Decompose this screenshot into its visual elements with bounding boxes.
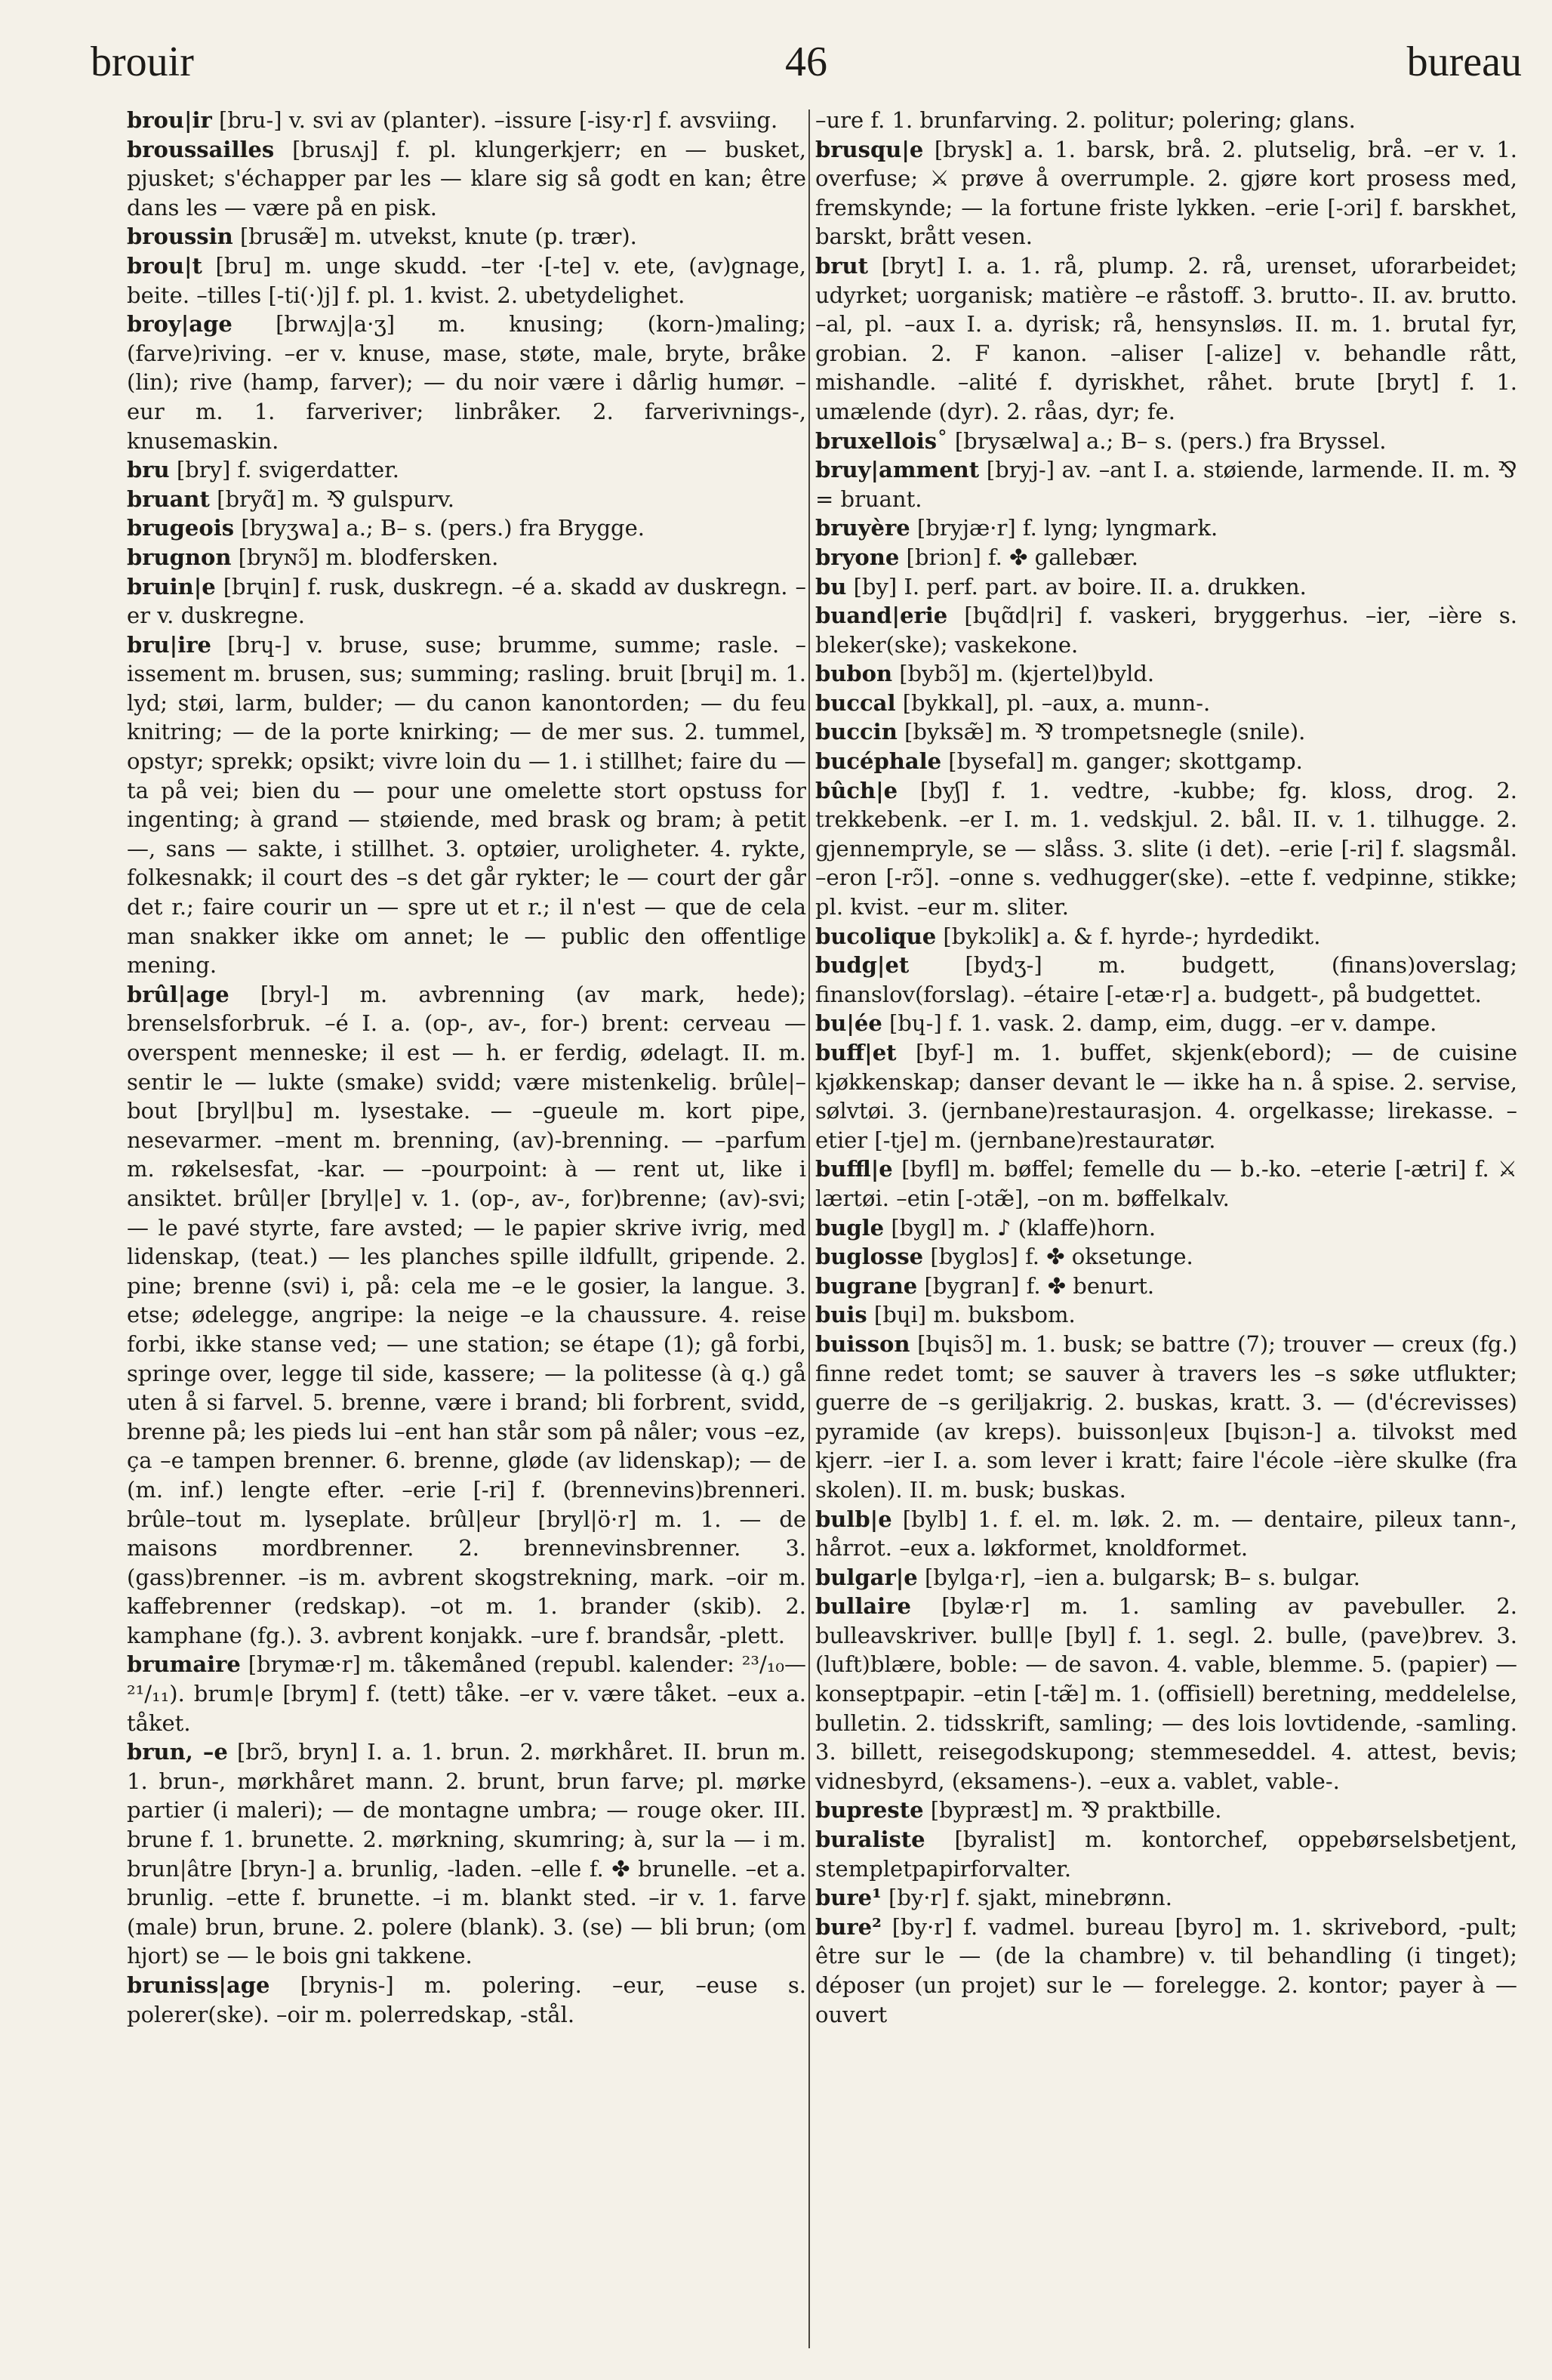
entry-headword: brugnon — [127, 544, 232, 570]
entry-definition: [byf-] m. 1. buffet, skjenk(ebord); — de cuisine kjøkkenskap; danser devant le — ikke ha n. å spise. 2. servise, sølvtøi. 3. (jernbane)restaurasjon. 4. orgelkasse; lirekasse. –etier [-tje] m. (jernbane)restauratør. — [815, 1040, 1517, 1153]
entry-headword: bulgar|e — [815, 1564, 918, 1590]
dictionary-entry — [815, 1330, 1517, 1505]
dictionary-entry — [127, 513, 806, 543]
dictionary-entry — [127, 630, 806, 980]
entry-headword: bru — [127, 457, 170, 483]
entry-definition: [bryjæ·r] f. lyng; lyngmark. — [910, 515, 1218, 541]
dictionary-entry — [815, 543, 1517, 572]
dictionary-entry — [815, 513, 1517, 543]
entry-definition: ˚ [brysælwa] a.; B– s. (pers.) fra Bryssel. — [937, 427, 1387, 454]
dictionary-entry — [815, 601, 1517, 659]
entry-definition: [bylæ·r] m. 1. samling av pavebuller. 2. bulleavskriver. bull|e [byl] f. 1. segl. 2. bulle, (pave)brev. 3. (luft)blære, boble: — de savon. 4. vable, blemme. 5. (papier) — konseptpapir. –etin [-tæ̃] m. 1. (offisiell) beretning, meddelelse, bulletin. 2. tidsskrift, samling; — des lois lovtidende, -samling. 3. billett, reisegodskupong; stemmeseddel. 4. attest, bevis; vidnesbyrd, (eksamens-). –eux a. vablet, vable-. — [815, 1593, 1517, 1794]
entry-definition: [bryl-] m. avbrenning (av mark, hede); brenselsforbruk. –é I. a. (op-, av-, for-) brent: cerveau — overspent menneske; il est — h. er ferdig, ødelagt. II. m. sentir le — lukte (smake) svidd; være mistenkelig. brûle|–bout [bryl|bu] m. lysestake. — –gueule m. kort pipe, nesevarmer. –ment m. brenning, (av)-brenning. — –parfum m. røkelsesfat, -kar. — –pourpoint: à — rent ut, like i ansiktet. brûl|er [bryl|e] v. 1. (op-, av-, for)brenne; (av)-svi; — le pavé styrte, fare avsted; — le papier skrive ivrig, med lidenskap, (teat.) — les planches spille ildfullt, gripende. 2. pine; brenne (svi) i, på: cela me –e le gosier, la langue. 3. etse; ødelegge, angripe: la neige –e la chaussure. 4. reise forbi, ikke stanse ved; — une station; se étape (1); gå forbi, springe over, legge til side, kassere; — la politesse (à q.) gå uten å si farvel. 5. brenne, være i brand; bli forbrent, svidd, brenne på; les pieds lui –ent han står som på nåler; vous –ez, ça –e tampen brenner. 6. brenne, gløde (av lidenskap); — de (m. inf.) lengte efter. –erie [-ri] f. (brennevins)brenneri. brûle–tout m. lyseplate. brûl|eur [bryl|ö·r] m. 1. — de maisons mordbrenner. 2. brennevinsbrenner. 3. (gass)brenner. –is m. avbrent skogstrekning, mark. –oir m. kaffebrenner (redskap). –ot m. 1. brander (skib). 2. kamphane (fg.). 3. avbrent konjakk. –ure f. brandsår, -plett. — [127, 981, 806, 1648]
entry-headword: bucolique — [815, 923, 937, 949]
entry-definition: [bybɔ̃] m. (kjertel)byld. — [892, 661, 1155, 687]
entry-definition: [bɥi] m. buksbom. — [867, 1302, 1076, 1328]
entry-headword: buff|et — [815, 1040, 897, 1065]
entry-definition: [bru] m. unge skudd. –ter ·[-te] v. ete, (av)gnage, beite. –tilles [-ti(·)j] f. pl. 1. kvist. 2. ubetydelighet. — [127, 252, 806, 308]
entry-definition: [brɔ̃, bryn] I. a. 1. brun. 2. mørkhåret. II. brun m. 1. brun-, mørkhåret mann. 2. brunt, brun farve; pl. mørke partier (i maleri); — de montagne umbra; — rouge oker. III. brune f. 1. brunette. 2. mørkning, skumring; à, sur la — i m. brun|âtre [bryn-] a. brunlig, -laden. –elle f. ✤ brunelle. –et a. brunlig. –ette f. brunette. –i m. blankt sted. –ir v. 1. farve (male) brun, brune. 2. polere (blank). 3. (se) — bli brun; (om hjort) se — le bois gni takkene. — [127, 1739, 806, 1969]
entry-definition: [brysk] a. 1. barsk, brå. 2. plutselig, brå. –er v. 1. overfuse; ⚔ prøve å overrumple. 2. gjøre kort prosess med, fremskynde; — la fortune friste lykken. –erie [-ɔri] f. barskhet, barskt, brått vesen. — [815, 136, 1517, 250]
entry-headword: bubon — [815, 661, 893, 687]
entry-definition: [bylb] 1. f. el. m. løk. 2. m. — dentaire, pileux tann-, hårrot. –eux a. løkformet, knoldformet. — [815, 1506, 1517, 1561]
entry-headword: brut — [815, 252, 869, 279]
dictionary-entry — [127, 310, 806, 455]
entry-definition: [bryj-] av. –ant I. a. støiende, larmende. II. m. ⅋ = bruant. — [815, 457, 1517, 512]
entry-definition: [bɥɑ̃d|ri] f. vaskeri, bryggerhus. –ier, –ière s. bleker(ske); vaskekone. — [815, 603, 1517, 658]
dictionary-entry — [127, 222, 806, 251]
dictionary-entry — [815, 455, 1517, 513]
dictionary-entry — [127, 543, 806, 572]
entry-headword: bucéphale — [815, 748, 942, 775]
entry-headword: bugrane — [815, 1272, 918, 1299]
dictionary-entry — [815, 951, 1517, 1009]
dictionary-entry — [815, 689, 1517, 718]
entry-definition: [bry] f. svigerdatter. — [169, 457, 399, 483]
dictionary-entry — [127, 572, 806, 630]
dictionary-entry — [815, 251, 1517, 427]
dictionary-entry — [815, 922, 1517, 951]
dictionary-entry — [815, 572, 1517, 602]
entry-definition: [by] I. perf. part. av boire. II. a. drukken. — [846, 573, 1307, 600]
dictionary-entry — [815, 1300, 1517, 1330]
entry-headword: bruant — [127, 486, 210, 512]
right-guide-word: bureau — [1406, 39, 1522, 85]
dictionary-entry — [815, 1825, 1517, 1883]
dictionary-entry — [815, 1242, 1517, 1272]
dictionary-entry — [127, 1650, 806, 1737]
entry-headword: bupreste — [815, 1797, 924, 1824]
entry-headword: brusqu|e — [815, 136, 924, 162]
entry-definition: [by·r] f. vadmel. bureau [byro] m. 1. skrivebord, -pult; être sur le — (de la chambre) v. til behandling (i tinget); déposer (un projet) sur le — forelegge. 2. kontor; payer à — ouvert — [815, 1913, 1517, 2027]
entry-definition: [brwʌj|a·ʒ] m. knusing; (korn-)maling; (farve)riving. –er v. knuse, mase, støte, male, bryte, bråke (lin); rive (hamp, farver); — du noir være i dårlig humør. –eur m. 1. farveriver; linbråker. 2. farverivnings-, knusemaskin. — [127, 311, 806, 454]
entry-headword: brugeois — [127, 515, 235, 541]
dictionary-entry — [127, 1971, 806, 2029]
entry-headword: bu|ée — [815, 1010, 882, 1037]
entry-definition: [brynis-] m. polering. –eur, –euse s. polerer(ske). –oir m. polerredskap, -stål. — [127, 1972, 806, 2027]
entry-headword: brûl|age — [127, 981, 229, 1007]
entry-definition: [briɔn] f. ✤ gallebær. — [899, 544, 1138, 570]
dictionary-entry — [815, 1883, 1517, 1913]
entry-definition: [bydʒ-] m. budgett, (finans)overslag; finanslov(forslag). –étaire [-etæ·r] a. budgett-, på budgettet. — [815, 952, 1517, 1007]
entry-definition: [bryɴɔ̃] m. blodfersken. — [231, 544, 499, 570]
entry-definition: [bryɑ̃] m. ⅋ gulspurv. — [209, 486, 454, 512]
entry-headword: buis — [815, 1302, 867, 1328]
dictionary-entry — [815, 776, 1517, 922]
dictionary-entry — [815, 427, 1517, 456]
page-number: 46 — [785, 39, 827, 85]
entry-headword: bruy|amment — [815, 457, 980, 483]
entry-headword: buisson — [815, 1330, 910, 1357]
dictionary-entry — [815, 1913, 1517, 2029]
entry-definition: [bygl] m. ♪ (klaffe)horn. — [884, 1214, 1156, 1241]
dictionary-entry — [815, 1272, 1517, 1301]
entry-headword: bu — [815, 573, 847, 600]
dictionary-entry — [127, 106, 806, 135]
dictionary-entry — [815, 747, 1517, 776]
entry-headword: brumaire — [127, 1651, 241, 1678]
entry-definition: [bypræst] m. ⅋ praktbille. — [923, 1797, 1222, 1824]
entry-definition: [bylga·r], –ien a. bulgarsk; B– s. bulgar. — [917, 1564, 1361, 1590]
entry-headword: broy|age — [127, 311, 232, 338]
dictionary-entry — [815, 659, 1517, 689]
column-divider — [808, 109, 810, 2348]
entry-definition: [brɥ-] v. bruse, suse; brumme, summe; rasle. –issement m. brusen, sus; summing; rasling. bruit [brɥi] m. 1. lyd; støi, larm, bulder; — du canon kanontorden; — du feu knitring; — de la porte knirking; — de mer sus. 2. tummel, opstyr; sprekk; opsikt; vivre loin du — 1. i stillhet; faire du — ta på vei; bien du — pour une omelette stort opstuss for ingenting; à grand — støiende, med brask og bram; à petit —, sans — sakte, i stillhet. 3. optøier, uroligheter. 4. rykte, folkesnakk; il court des –s det går rykter; le — court der går det r.; faire courir un — spre ut et r.; il n'est — que de cela man snakker ikke om annet; le — public den offentlige mening. — [127, 631, 806, 979]
entry-definition: [byfl] m. bøffel; femelle du — b.-ko. –eterie [-ætri] f. ⚔ lærtøi. –etin [-ɔtæ̃], –on m. bøffelkalv. — [815, 1156, 1517, 1211]
left-guide-word: brouir — [91, 39, 194, 85]
dictionary-entry — [127, 135, 806, 223]
entry-headword: bruin|e — [127, 573, 216, 600]
entry-definition: [bru-] v. svi av (planter). –issure [-isy·r] f. avsviing. — [211, 107, 778, 133]
entry-headword: broussin — [127, 224, 233, 250]
entry-headword: bulb|e — [815, 1506, 892, 1532]
entry-headword: bruniss|age — [127, 1972, 270, 1998]
entry-headword: bure² — [815, 1913, 882, 1940]
entry-definition: [bykkal], pl. –aux, a. munn-. — [895, 689, 1211, 716]
entry-headword: brou|t — [127, 252, 202, 279]
dictionary-entry — [815, 106, 1517, 135]
entry-headword: buand|erie — [815, 603, 948, 629]
entry-headword: brun, –e — [127, 1739, 228, 1765]
dictionary-entry — [127, 485, 806, 514]
left-column — [127, 106, 806, 2363]
entry-headword: bruyère — [815, 515, 910, 541]
entry-definition: [bɥisɔ̃] m. 1. busk; se battre (7); trouver — creux (fg.) finne redet tomt; se sauver à travers les –s søke utflukter; guerre de –s geriljakrig. 2. buskas, kratt. 3. — (d'écrevisses) pyramide (av kreps). buisson|eux [bɥisɔn-] a. tilvokst med kjerr. –ier I. a. som lever i kratt; faire l'école –ière skulke (fra skolen). II. m. busk; buskas. — [815, 1330, 1517, 1503]
dictionary-entry — [815, 1009, 1517, 1038]
entry-definition: –ure f. 1. brunfarving. 2. politur; polering; glans. — [815, 107, 1356, 133]
entry-headword: broussailles — [127, 136, 275, 162]
entry-definition: [bysefal] m. ganger; skottgamp. — [941, 748, 1303, 775]
entry-headword: bruxellois — [815, 427, 938, 454]
entry-definition: [bygran] f. ✤ benurt. — [917, 1272, 1155, 1299]
running-head — [91, 38, 1522, 91]
dictionary-entry — [815, 1563, 1517, 1592]
entry-definition: [brusʌj] f. pl. klungerkjerr; en — busket, pjusket; s'échapper par les — klare sig så godt en kan; être dans les — være på en pisk. — [127, 136, 806, 220]
entry-headword: bru|ire — [127, 631, 211, 658]
dictionary-entry — [815, 1038, 1517, 1155]
dictionary-entry — [815, 717, 1517, 747]
entry-definition: [byralist] m. kontorchef, oppebørselsbetjent, stempletpapirforvalter. — [815, 1827, 1517, 1882]
dictionary-entry — [815, 1155, 1517, 1213]
entry-headword: budg|et — [815, 952, 910, 979]
dictionary-entry — [815, 1213, 1517, 1243]
entry-headword: brou|ir — [127, 107, 212, 133]
entry-definition: [bɥ-] f. 1. vask. 2. damp, eim, dugg. –er v. dampe. — [882, 1010, 1437, 1037]
dictionary-entry — [815, 1592, 1517, 1796]
dictionary-entry — [127, 251, 806, 310]
entry-definition: [byʃ] f. 1. vedtre, -kubbe; fg. kloss, drog. 2. trekkebenk. –er I. m. 1. vedskjul. 2. bål. II. v. 1. tilhugge. 2. gjennempryle, se — slåss. 3. slite (i det). –erie [-ri] f. slagsmål. –eron [-rɔ̃]. –onne s. vedhugger(ske). –ette f. vedpinne, stikke; pl. kvist. –eur m. sliter. — [815, 777, 1517, 920]
entry-headword: buglosse — [815, 1244, 924, 1270]
entry-definition: [byksæ̃] m. ⅋ trompetsnegle (snile). — [897, 719, 1306, 745]
entry-definition: [bykɔlik] a. & f. hyrde-; hyrdedikt. — [936, 923, 1321, 949]
dictionary-entry — [127, 455, 806, 485]
entry-headword: bure¹ — [815, 1885, 882, 1911]
entry-headword: buraliste — [815, 1827, 925, 1853]
entry-definition: [bryt] I. a. 1. rå, plump. 2. rå, urenset, uforarbeidet; udyrket; uorganisk; matière –e råstoff. 3. brutto-. II. av. brutto. –al, pl. –aux I. a. dyrisk; rå, hensynsløs. II. m. 1. brutal fyr, grobian. 2. F kanon. –aliser [-alize] v. behandle rått, mishandle. –alité f. dyriskhet, råhet. brute [bryt] f. 1. umælende (dyr). 2. råas, dyr; fe. — [815, 252, 1517, 424]
entry-headword: buccin — [815, 719, 898, 745]
entry-definition: [brymæ·r] m. tåkemåned (republ. kalender: ²³/₁₀—²¹/₁₁). brum|e [brym] f. (tett) tåke. –er v. være tåket. –eux a. tåket. — [127, 1651, 806, 1736]
entry-definition: [brɥin] f. rusk, duskregn. –é a. skadd av duskregn. –er v. duskregne. — [127, 573, 806, 629]
entry-headword: buccal — [815, 689, 896, 716]
entry-headword: bryone — [815, 544, 900, 570]
entry-headword: bûch|e — [815, 777, 898, 803]
entry-headword: buffl|e — [815, 1156, 893, 1182]
entry-headword: bugle — [815, 1214, 885, 1241]
right-column — [815, 106, 1517, 2363]
entry-definition: [byglɔs] f. ✤ oksetunge. — [923, 1244, 1193, 1270]
dictionary-entry — [815, 135, 1517, 251]
entry-definition: [by·r] f. sjakt, minebrønn. — [881, 1885, 1172, 1911]
entry-headword: bullaire — [815, 1593, 911, 1620]
entry-definition: [bryʒwa] a.; B– s. (pers.) fra Brygge. — [234, 515, 645, 541]
dictionary-entry — [815, 1505, 1517, 1563]
dictionary-entry — [815, 1796, 1517, 1825]
entry-definition: [brusæ̃] m. utvekst, knute (p. trær). — [232, 224, 637, 250]
dictionary-entry — [127, 980, 806, 1651]
dictionary-entry — [127, 1737, 806, 1971]
